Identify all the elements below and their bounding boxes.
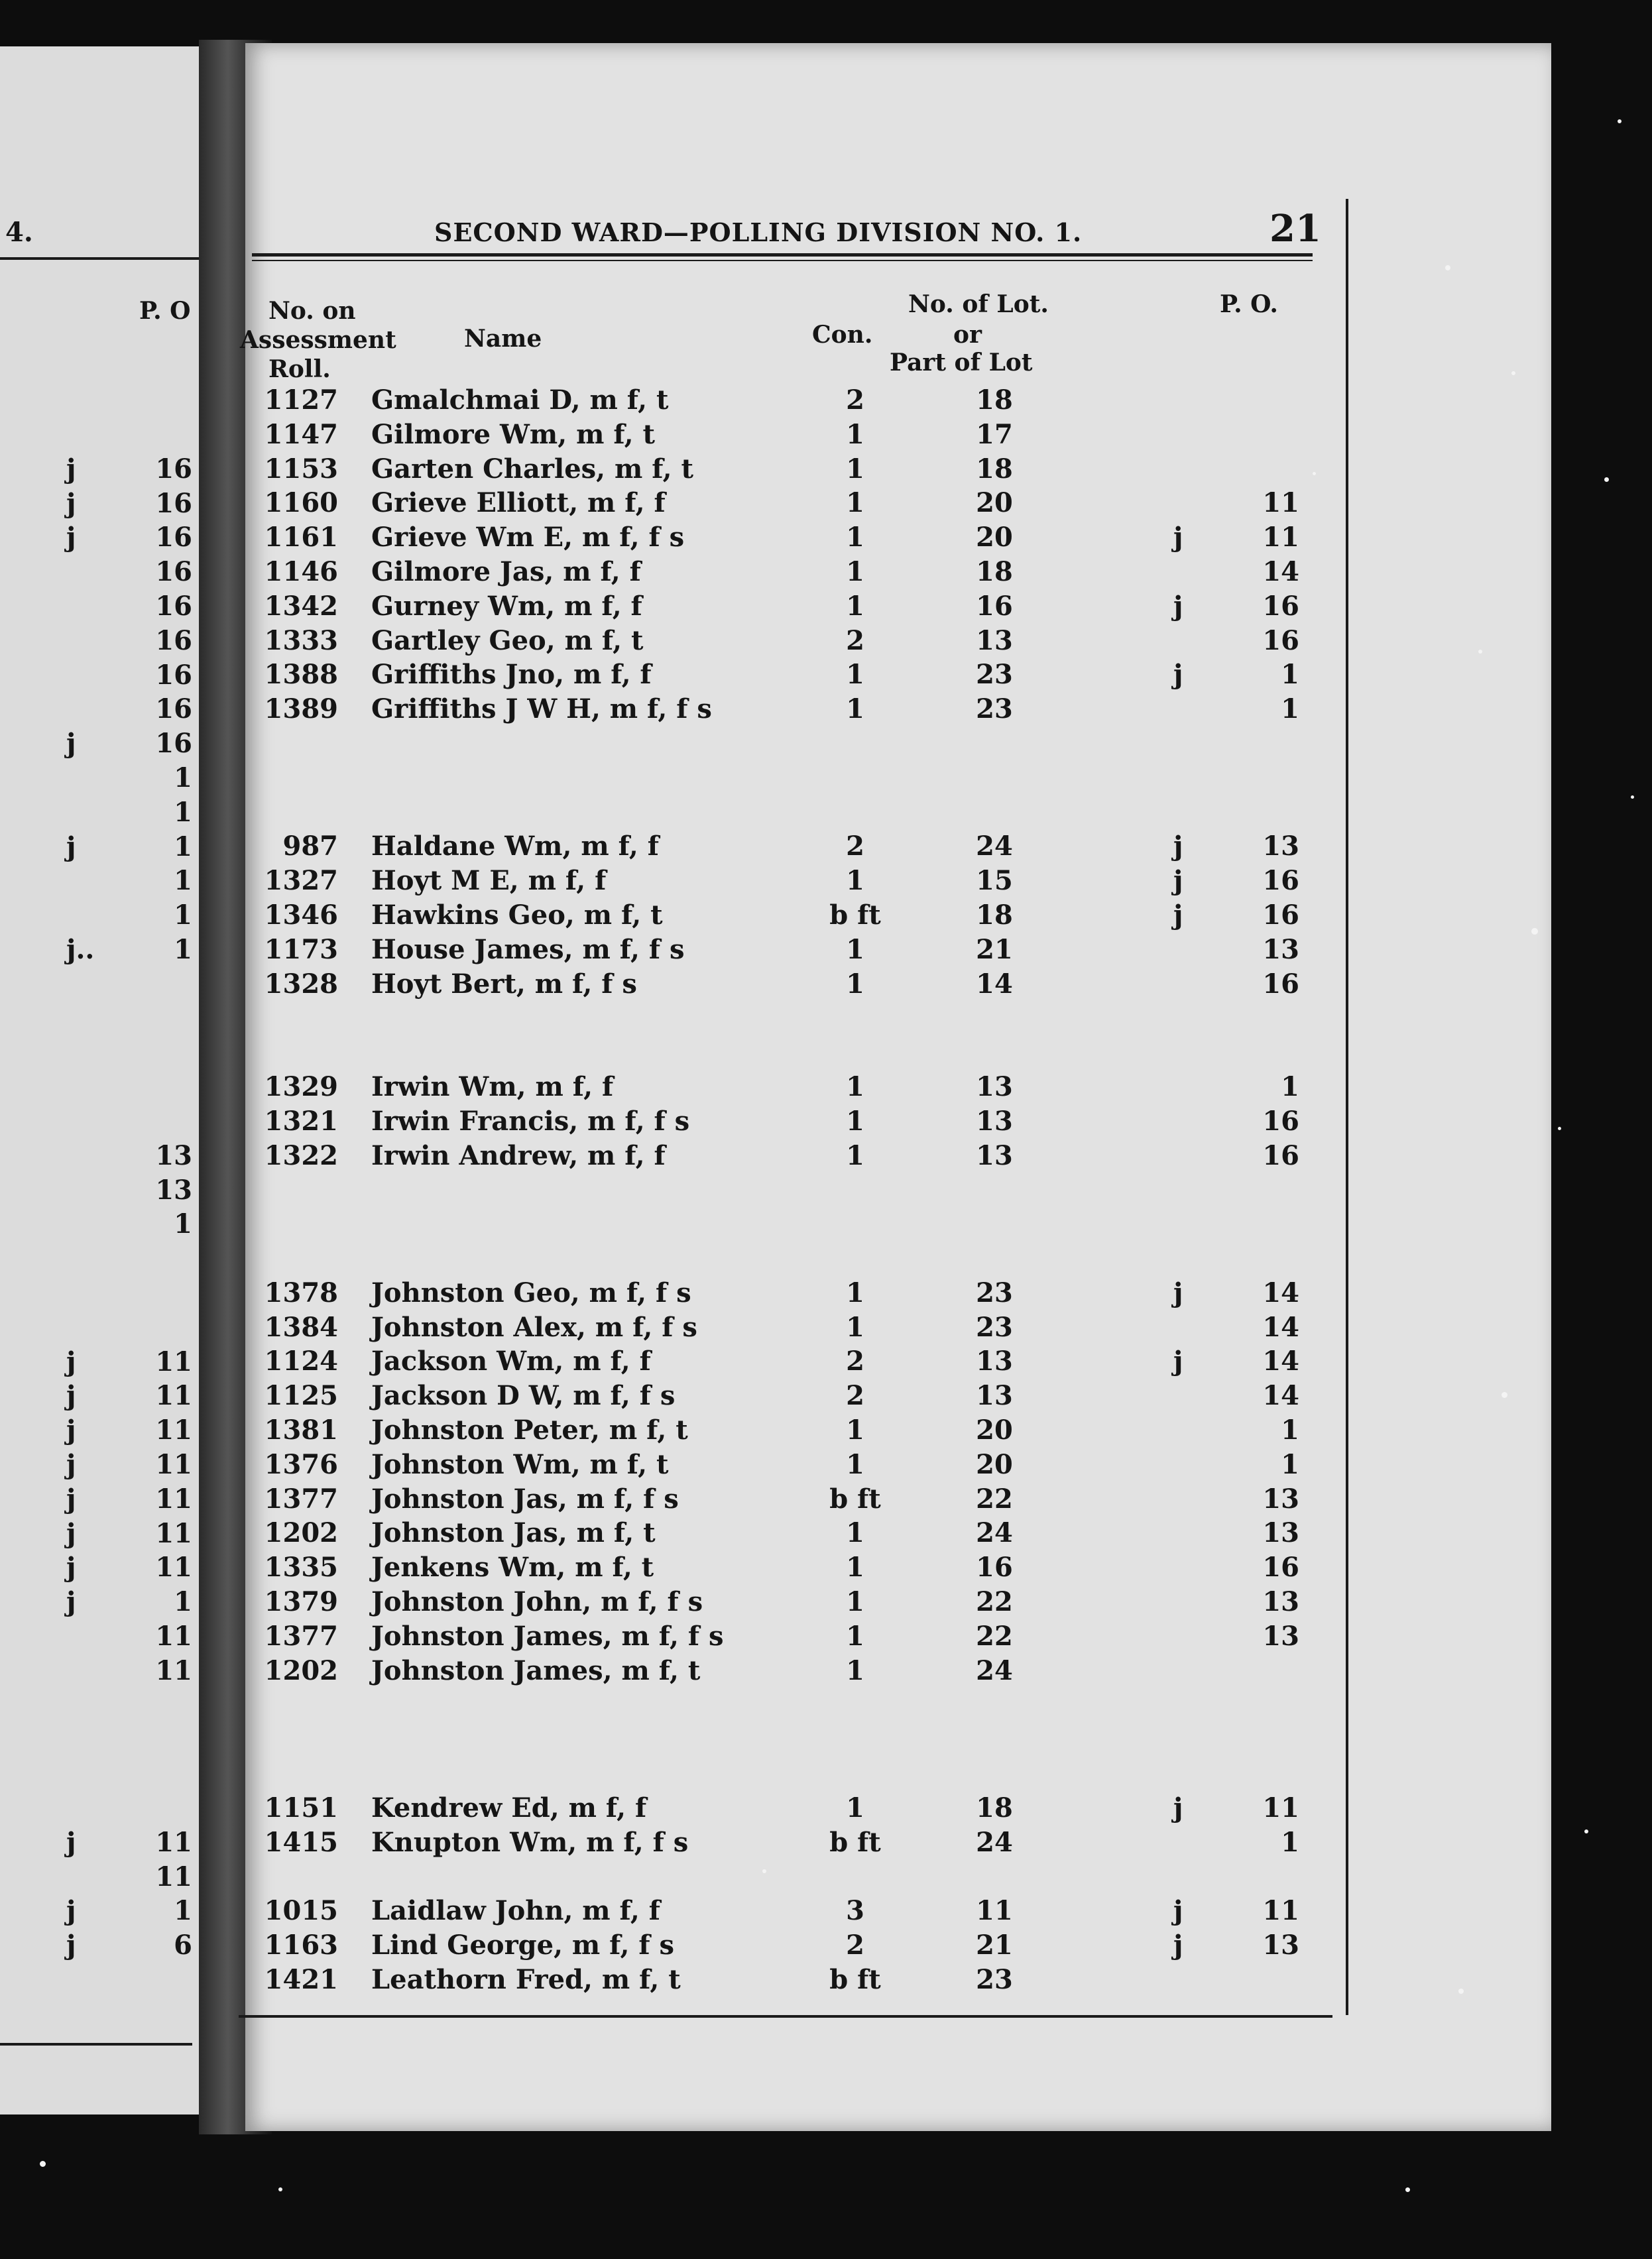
left-post-office: 1 bbox=[174, 1895, 192, 1926]
roll-number: 1125 bbox=[264, 1380, 338, 1411]
lot-number: 23 bbox=[976, 1312, 1013, 1343]
juror-mark: j bbox=[1173, 591, 1183, 622]
roll-number: 1328 bbox=[264, 968, 338, 1000]
roll-number: 1333 bbox=[264, 625, 338, 656]
roll-number: 1335 bbox=[264, 1552, 338, 1583]
roll-number: 1346 bbox=[264, 899, 338, 931]
roll-number: 1378 bbox=[264, 1277, 338, 1308]
roll-number: 1124 bbox=[264, 1346, 338, 1377]
concession: 1 bbox=[846, 934, 864, 965]
col-header-roll-line2: Assessment bbox=[240, 326, 396, 354]
roll-number: 1377 bbox=[264, 1483, 338, 1515]
lot-number: 17 bbox=[976, 419, 1013, 450]
left-juror-mark: j bbox=[66, 1449, 76, 1480]
roll-number: 1384 bbox=[264, 1312, 338, 1343]
left-post-office: 11 bbox=[155, 1449, 192, 1480]
post-office: 1 bbox=[1281, 1827, 1299, 1858]
col-header-roll-line3: Roll. bbox=[268, 355, 331, 383]
left-post-office: 16 bbox=[155, 591, 192, 622]
concession: 1 bbox=[846, 1071, 864, 1102]
left-head-rule bbox=[0, 257, 199, 260]
voter-name: Hoyt M E, m f, f bbox=[371, 865, 607, 896]
lot-number: 24 bbox=[976, 831, 1013, 862]
post-office: 14 bbox=[1262, 1312, 1299, 1343]
concession: 2 bbox=[846, 625, 864, 656]
col-header-con: Con. bbox=[812, 321, 873, 349]
concession: 1 bbox=[846, 1655, 864, 1686]
left-po-header: P. O bbox=[139, 297, 191, 325]
post-office: 14 bbox=[1262, 1277, 1299, 1308]
concession: 1 bbox=[846, 1792, 864, 1824]
dust-speck bbox=[1405, 2187, 1410, 2192]
lot-number: 18 bbox=[976, 384, 1013, 416]
left-post-office: 16 bbox=[155, 660, 192, 691]
page-number: 21 bbox=[1269, 207, 1321, 251]
concession: 1 bbox=[846, 1140, 864, 1171]
lot-number: 13 bbox=[976, 1380, 1013, 1411]
col-header-lot-line1: No. of Lot. bbox=[908, 290, 1049, 318]
juror-mark: j bbox=[1173, 899, 1183, 931]
post-office: 13 bbox=[1262, 1621, 1299, 1652]
left-post-office: 11 bbox=[155, 1655, 192, 1686]
roll-number: 1376 bbox=[264, 1449, 338, 1480]
roll-number: 987 bbox=[282, 831, 338, 862]
dust-speck bbox=[1445, 265, 1450, 270]
juror-mark: j bbox=[1173, 1277, 1183, 1308]
lot-number: 23 bbox=[976, 1277, 1013, 1308]
concession: 1 bbox=[846, 968, 864, 1000]
left-bottom-rule bbox=[0, 2043, 192, 2046]
lot-number: 20 bbox=[976, 487, 1013, 518]
left-juror-mark: j bbox=[66, 1895, 76, 1926]
post-office: 16 bbox=[1262, 625, 1299, 656]
voter-name: Kendrew Ed, m f, f bbox=[371, 1792, 647, 1824]
voter-name: Grieve Wm E, m f, f s bbox=[371, 522, 685, 553]
lot-number: 21 bbox=[976, 1930, 1013, 1961]
dust-speck bbox=[1631, 795, 1634, 799]
post-office: 16 bbox=[1262, 1106, 1299, 1137]
dust-speck bbox=[1531, 928, 1538, 935]
lot-number: 13 bbox=[976, 1106, 1013, 1137]
concession: 2 bbox=[846, 831, 864, 862]
roll-number: 1163 bbox=[264, 1930, 338, 1961]
concession: 1 bbox=[846, 591, 864, 622]
post-office: 13 bbox=[1262, 934, 1299, 965]
post-office: 11 bbox=[1262, 1792, 1299, 1824]
left-post-office: 11 bbox=[155, 1552, 192, 1583]
voter-name: Johnston Peter, m f, t bbox=[371, 1415, 688, 1446]
left-post-office: 11 bbox=[155, 1861, 192, 1892]
left-post-office: 1 bbox=[174, 831, 192, 862]
left-juror-mark: j bbox=[66, 1827, 76, 1858]
lot-number: 16 bbox=[976, 1552, 1013, 1583]
roll-number: 1389 bbox=[264, 693, 338, 724]
dust-speck bbox=[1458, 1989, 1464, 1994]
concession: b ft bbox=[829, 899, 881, 931]
col-header-roll-line1: No. on bbox=[268, 297, 356, 325]
concession: 1 bbox=[846, 659, 864, 690]
left-juror-mark: j bbox=[66, 522, 76, 553]
voter-name: Leathorn Fred, m f, t bbox=[371, 1964, 681, 1995]
concession: 1 bbox=[846, 1552, 864, 1583]
concession: b ft bbox=[829, 1483, 881, 1515]
post-office: 16 bbox=[1262, 591, 1299, 622]
post-office: 11 bbox=[1262, 487, 1299, 518]
bottom-rule bbox=[239, 2015, 1332, 2018]
voter-name: Johnston Jas, m f, f s bbox=[371, 1483, 679, 1515]
left-post-office: 16 bbox=[155, 522, 192, 553]
concession: 2 bbox=[846, 1380, 864, 1411]
left-juror-mark: j bbox=[66, 1346, 76, 1377]
roll-number: 1329 bbox=[264, 1071, 338, 1102]
voter-name: Knupton Wm, m f, f s bbox=[371, 1827, 689, 1858]
concession: b ft bbox=[829, 1964, 881, 1995]
concession: 1 bbox=[846, 693, 864, 724]
juror-mark: j bbox=[1173, 522, 1183, 553]
dust-speck bbox=[1604, 477, 1609, 482]
voter-name: Hoyt Bert, m f, f s bbox=[371, 968, 637, 1000]
col-header-lot-line2: or bbox=[953, 321, 982, 349]
voter-name: Jackson Wm, m f, f bbox=[371, 1346, 651, 1377]
lot-number: 18 bbox=[976, 899, 1013, 931]
head-rule-thick bbox=[252, 253, 1313, 257]
roll-number: 1202 bbox=[264, 1655, 338, 1686]
post-office: 11 bbox=[1262, 1895, 1299, 1926]
left-post-office: 11 bbox=[155, 1415, 192, 1446]
post-office: 1 bbox=[1281, 659, 1299, 690]
voter-name: Irwin Wm, m f, f bbox=[371, 1071, 614, 1102]
voter-name: Johnston James, m f, t bbox=[371, 1655, 701, 1686]
left-post-office: 16 bbox=[155, 453, 192, 485]
roll-number: 1327 bbox=[264, 865, 338, 896]
post-office: 16 bbox=[1262, 968, 1299, 1000]
concession: 2 bbox=[846, 1346, 864, 1377]
juror-mark: j bbox=[1173, 865, 1183, 896]
voter-name: Gurney Wm, m f, f bbox=[371, 591, 642, 622]
lot-number: 22 bbox=[976, 1586, 1013, 1617]
voter-name: Gmalchmai D, m f, t bbox=[371, 384, 669, 416]
voter-name: Jackson D W, m f, f s bbox=[371, 1380, 676, 1411]
roll-number: 1127 bbox=[264, 384, 338, 416]
dust-speck bbox=[1618, 119, 1622, 123]
left-post-office: 1 bbox=[174, 899, 192, 931]
col-header-name: Name bbox=[464, 325, 542, 353]
post-office: 13 bbox=[1262, 1483, 1299, 1515]
lot-number: 18 bbox=[976, 1792, 1013, 1824]
juror-mark: j bbox=[1173, 1895, 1183, 1926]
left-post-office: 13 bbox=[155, 1175, 192, 1206]
voter-name: House James, m f, f s bbox=[371, 934, 685, 965]
lot-number: 24 bbox=[976, 1827, 1013, 1858]
dust-speck bbox=[1558, 1127, 1561, 1130]
voter-name: Johnston James, m f, f s bbox=[371, 1621, 724, 1652]
left-post-office: 13 bbox=[155, 1140, 192, 1171]
roll-number: 1388 bbox=[264, 659, 338, 690]
left-post-office: 16 bbox=[155, 693, 192, 724]
left-post-office: 16 bbox=[155, 488, 192, 519]
left-juror-mark: j bbox=[66, 1552, 76, 1583]
lot-number: 24 bbox=[976, 1655, 1013, 1686]
left-post-office: 11 bbox=[155, 1518, 192, 1549]
left-post-office: 11 bbox=[155, 1380, 192, 1411]
concession: 1 bbox=[846, 865, 864, 896]
lot-number: 18 bbox=[976, 556, 1013, 587]
roll-number: 1151 bbox=[264, 1792, 338, 1824]
concession: 1 bbox=[846, 1586, 864, 1617]
post-office: 14 bbox=[1262, 1380, 1299, 1411]
left-page-fragment: 4. bbox=[5, 217, 33, 248]
right-border bbox=[1346, 199, 1348, 2015]
concession: 2 bbox=[846, 384, 864, 416]
left-juror-mark: j.. bbox=[66, 934, 95, 965]
left-post-office: 11 bbox=[155, 1483, 192, 1515]
lot-number: 18 bbox=[976, 453, 1013, 485]
voter-name: Gilmore Jas, m f, f bbox=[371, 556, 641, 587]
voter-name: Griffiths Jno, m f, f bbox=[371, 659, 652, 690]
voter-name: Lind George, m f, f s bbox=[371, 1930, 675, 1961]
concession: 1 bbox=[846, 1449, 864, 1480]
lot-number: 13 bbox=[976, 1071, 1013, 1102]
voter-name: Hawkins Geo, m f, t bbox=[371, 899, 663, 931]
roll-number: 1173 bbox=[264, 934, 338, 965]
voter-name: Jenkens Wm, m f, t bbox=[371, 1552, 654, 1583]
lot-number: 22 bbox=[976, 1621, 1013, 1652]
left-juror-mark: j bbox=[66, 728, 76, 759]
roll-number: 1153 bbox=[264, 453, 338, 485]
lot-number: 22 bbox=[976, 1483, 1013, 1515]
voter-name: Johnston Wm, m f, t bbox=[371, 1449, 669, 1480]
left-juror-mark: j bbox=[66, 1415, 76, 1446]
concession: 1 bbox=[846, 1277, 864, 1308]
post-office: 1 bbox=[1281, 1071, 1299, 1102]
juror-mark: j bbox=[1173, 1792, 1183, 1824]
left-post-office: 1 bbox=[174, 762, 192, 793]
lot-number: 15 bbox=[976, 865, 1013, 896]
concession: 1 bbox=[846, 453, 864, 485]
concession: 3 bbox=[846, 1895, 864, 1926]
left-post-office: 1 bbox=[174, 934, 192, 965]
dust-speck bbox=[278, 2187, 282, 2191]
roll-number: 1381 bbox=[264, 1415, 338, 1446]
dust-speck bbox=[1502, 1392, 1507, 1398]
lot-number: 24 bbox=[976, 1517, 1013, 1548]
roll-number: 1147 bbox=[264, 419, 338, 450]
left-juror-mark: j bbox=[66, 1518, 76, 1549]
roll-number: 1015 bbox=[264, 1895, 338, 1926]
concession: 1 bbox=[846, 1415, 864, 1446]
concession: 1 bbox=[846, 1621, 864, 1652]
left-page bbox=[0, 46, 220, 2114]
dust-speck bbox=[1584, 1829, 1588, 1833]
juror-mark: j bbox=[1173, 659, 1183, 690]
roll-number: 1377 bbox=[264, 1621, 338, 1652]
roll-number: 1146 bbox=[264, 556, 338, 587]
post-office: 13 bbox=[1262, 1517, 1299, 1548]
left-juror-mark: j bbox=[66, 1483, 76, 1515]
post-office: 13 bbox=[1262, 831, 1299, 862]
dust-speck bbox=[40, 2161, 46, 2167]
lot-number: 21 bbox=[976, 934, 1013, 965]
lot-number: 23 bbox=[976, 659, 1013, 690]
juror-mark: j bbox=[1173, 1930, 1183, 1961]
dust-speck bbox=[1511, 371, 1515, 375]
post-office: 14 bbox=[1262, 1346, 1299, 1377]
lot-number: 13 bbox=[976, 1346, 1013, 1377]
voter-name: Johnston John, m f, f s bbox=[371, 1586, 703, 1617]
post-office: 16 bbox=[1262, 1552, 1299, 1583]
left-juror-mark: j bbox=[66, 1930, 76, 1961]
dust-speck bbox=[762, 1869, 766, 1873]
lot-number: 11 bbox=[976, 1895, 1013, 1926]
lot-number: 23 bbox=[976, 1964, 1013, 1995]
dust-speck bbox=[1478, 650, 1482, 654]
lot-number: 13 bbox=[976, 625, 1013, 656]
voter-name: Gilmore Wm, m f, t bbox=[371, 419, 656, 450]
left-post-office: 1 bbox=[174, 797, 192, 828]
col-header-lot-line3: Part of Lot bbox=[890, 349, 1033, 376]
voter-name: Johnston Geo, m f, f s bbox=[371, 1277, 691, 1308]
voter-name: Laidlaw John, m f, f bbox=[371, 1895, 660, 1926]
left-post-office: 11 bbox=[155, 1346, 192, 1377]
post-office: 11 bbox=[1262, 522, 1299, 553]
roll-number: 1415 bbox=[264, 1827, 338, 1858]
voter-name: Irwin Francis, m f, f s bbox=[371, 1106, 690, 1137]
dust-speck bbox=[1313, 472, 1316, 475]
voter-name: Griffiths J W H, m f, f s bbox=[371, 693, 712, 724]
post-office: 14 bbox=[1262, 556, 1299, 587]
post-office: 16 bbox=[1262, 1140, 1299, 1171]
voter-name: Haldane Wm, m f, f bbox=[371, 831, 659, 862]
juror-mark: j bbox=[1173, 831, 1183, 862]
col-header-po: P. O. bbox=[1220, 290, 1278, 318]
post-office: 16 bbox=[1262, 899, 1299, 931]
lot-number: 16 bbox=[976, 591, 1013, 622]
roll-number: 1342 bbox=[264, 591, 338, 622]
post-office: 13 bbox=[1262, 1930, 1299, 1961]
head-rule-thin bbox=[252, 260, 1313, 261]
running-head: SECOND WARD—POLLING DIVISION NO. 1. bbox=[434, 217, 1083, 247]
left-post-office: 16 bbox=[155, 625, 192, 656]
left-post-office: 11 bbox=[155, 1621, 192, 1652]
roll-number: 1161 bbox=[264, 522, 338, 553]
voter-name: Johnston Jas, m f, t bbox=[371, 1517, 656, 1548]
left-post-office: 11 bbox=[155, 1827, 192, 1858]
roll-number: 1202 bbox=[264, 1517, 338, 1548]
roll-number: 1379 bbox=[264, 1586, 338, 1617]
voter-name: Johnston Alex, m f, f s bbox=[371, 1312, 697, 1343]
post-office: 1 bbox=[1281, 1415, 1299, 1446]
roll-number: 1322 bbox=[264, 1140, 338, 1171]
concession: 1 bbox=[846, 522, 864, 553]
left-juror-mark: j bbox=[66, 453, 76, 485]
roll-number: 1160 bbox=[264, 487, 338, 518]
concession: 1 bbox=[846, 419, 864, 450]
left-post-office: 16 bbox=[155, 556, 192, 587]
left-post-office: 1 bbox=[174, 1208, 192, 1240]
voter-name: Irwin Andrew, m f, f bbox=[371, 1140, 666, 1171]
lot-number: 20 bbox=[976, 1449, 1013, 1480]
concession: 2 bbox=[846, 1930, 864, 1961]
lot-number: 14 bbox=[976, 968, 1013, 1000]
concession: b ft bbox=[829, 1827, 881, 1858]
left-post-office: 16 bbox=[155, 728, 192, 759]
left-post-office: 1 bbox=[174, 1586, 192, 1617]
left-juror-mark: j bbox=[66, 1586, 76, 1617]
lot-number: 23 bbox=[976, 693, 1013, 724]
roll-number: 1421 bbox=[264, 1964, 338, 1995]
concession: 1 bbox=[846, 556, 864, 587]
concession: 1 bbox=[846, 487, 864, 518]
roll-number: 1321 bbox=[264, 1106, 338, 1137]
concession: 1 bbox=[846, 1312, 864, 1343]
left-post-office: 1 bbox=[174, 865, 192, 896]
post-office: 13 bbox=[1262, 1586, 1299, 1617]
lot-number: 20 bbox=[976, 522, 1013, 553]
left-juror-mark: j bbox=[66, 488, 76, 519]
left-juror-mark: j bbox=[66, 831, 76, 862]
post-office: 1 bbox=[1281, 1449, 1299, 1480]
post-office: 1 bbox=[1281, 693, 1299, 724]
voter-name: Gartley Geo, m f, t bbox=[371, 625, 644, 656]
left-juror-mark: j bbox=[66, 1380, 76, 1411]
concession: 1 bbox=[846, 1517, 864, 1548]
lot-number: 20 bbox=[976, 1415, 1013, 1446]
juror-mark: j bbox=[1173, 1346, 1183, 1377]
voter-name: Grieve Elliott, m f, f bbox=[371, 487, 666, 518]
voter-name: Garten Charles, m f, t bbox=[371, 453, 693, 485]
lot-number: 13 bbox=[976, 1140, 1013, 1171]
concession: 1 bbox=[846, 1106, 864, 1137]
left-post-office: 6 bbox=[174, 1930, 192, 1961]
post-office: 16 bbox=[1262, 865, 1299, 896]
